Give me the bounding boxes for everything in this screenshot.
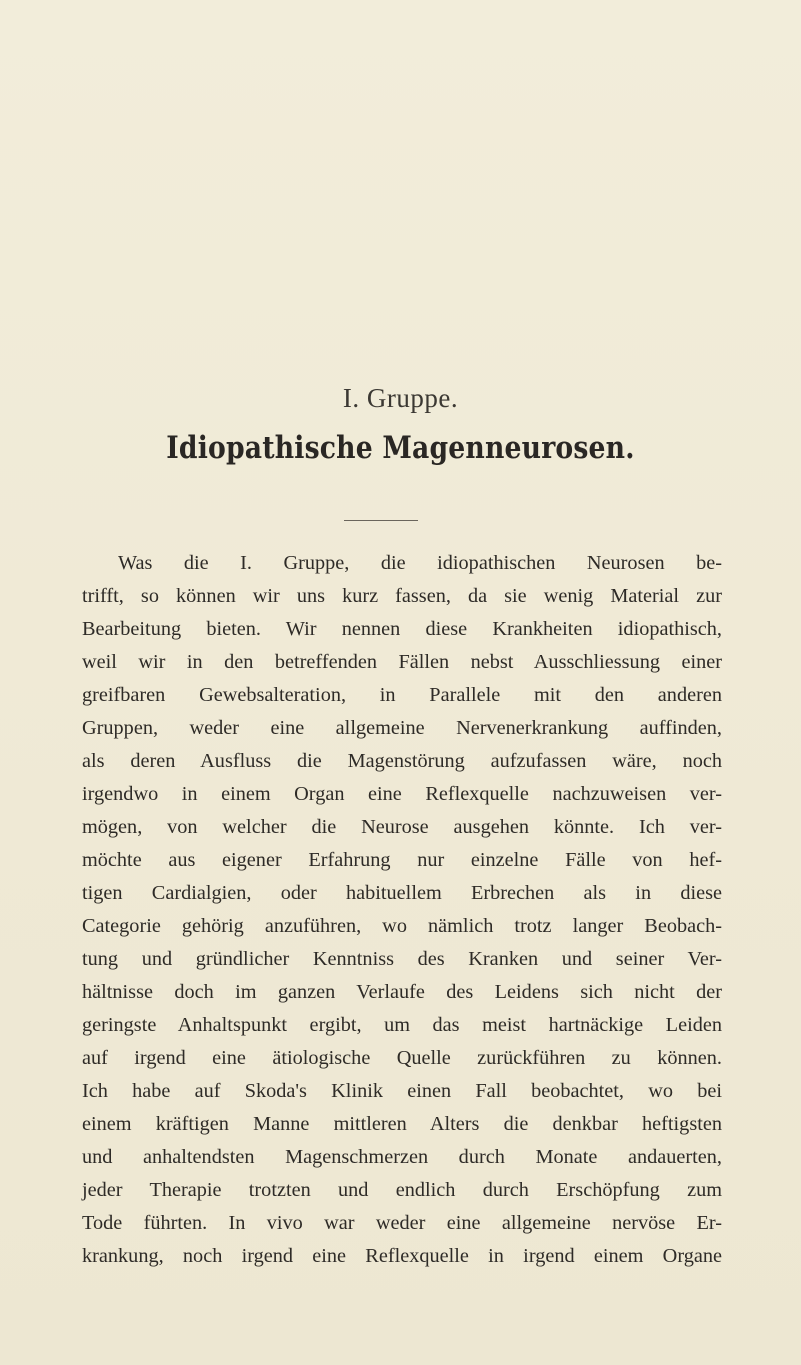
group-heading: I. Gruppe. (342, 383, 459, 413)
text-line: hältnisse doch im ganzen Verlaufe des Leidens sich nicht der (82, 981, 722, 1003)
text-line: tigen Cardialgien, oder habituellem Erbrechen als in diese (82, 882, 722, 904)
text-line: greifbaren Gewebsalteration, in Parallele mit den anderen (82, 684, 722, 706)
text-line: jeder Therapie trotzten und endlich durch Erschöpfung zum (82, 1179, 722, 1201)
chapter-title: Idiopathische Magenneurosen. (166, 430, 635, 466)
text-line: Bearbeitung bieten. Wir nennen diese Krankheiten idiopathisch, (82, 618, 722, 640)
text-line: Gruppen, weder eine allgemeine Nervenerkrankung auffinden, (82, 717, 722, 739)
text-line: weil wir in den betreffenden Fällen nebst Ausschliessung einer (82, 651, 722, 673)
text-line: tung und gründlicher Kenntniss des Kranken und seiner Ver- (82, 948, 722, 970)
text-line: Was die I. Gruppe, die idiopathischen Neurosen be- (118, 552, 722, 574)
text-line: einem kräftigen Manne mittleren Alters die denkbar heftigsten (82, 1113, 722, 1135)
title-divider (344, 520, 418, 521)
text-line: Categorie gehörig anzuführen, wo nämlich trotz langer Beobach- (82, 915, 722, 937)
text-line: Tode führten. In vivo war weder eine allgemeine nervöse Er- (82, 1212, 722, 1234)
body-paragraph (82, 547, 722, 1273)
text-line: geringste Anhaltspunkt ergibt, um das meist hartnäckige Leiden (82, 1014, 722, 1036)
text-line: als deren Ausfluss die Magenstörung aufzufassen wäre, noch (82, 750, 722, 772)
text-line: auf irgend eine ätiologische Quelle zurückführen zu können. (82, 1047, 722, 1069)
text-line: und anhaltendsten Magenschmerzen durch Monate andauerten, (82, 1146, 722, 1168)
text-line: mögen, von welcher die Neurose ausgehen könnte. Ich ver- (82, 816, 722, 838)
text-line: trifft, so können wir uns kurz fassen, da sie wenig Material zur (82, 585, 722, 607)
text-line: irgendwo in einem Organ eine Reflexquelle nachzuweisen ver- (82, 783, 722, 805)
text-line: krankung, noch irgend eine Reflexquelle in irgend einem Organe (82, 1245, 722, 1267)
text-line: möchte aus eigener Erfahrung nur einzelne Fälle von hef- (82, 849, 722, 871)
text-line: Ich habe auf Skoda's Klinik einen Fall beobachtet, wo bei (82, 1080, 722, 1102)
